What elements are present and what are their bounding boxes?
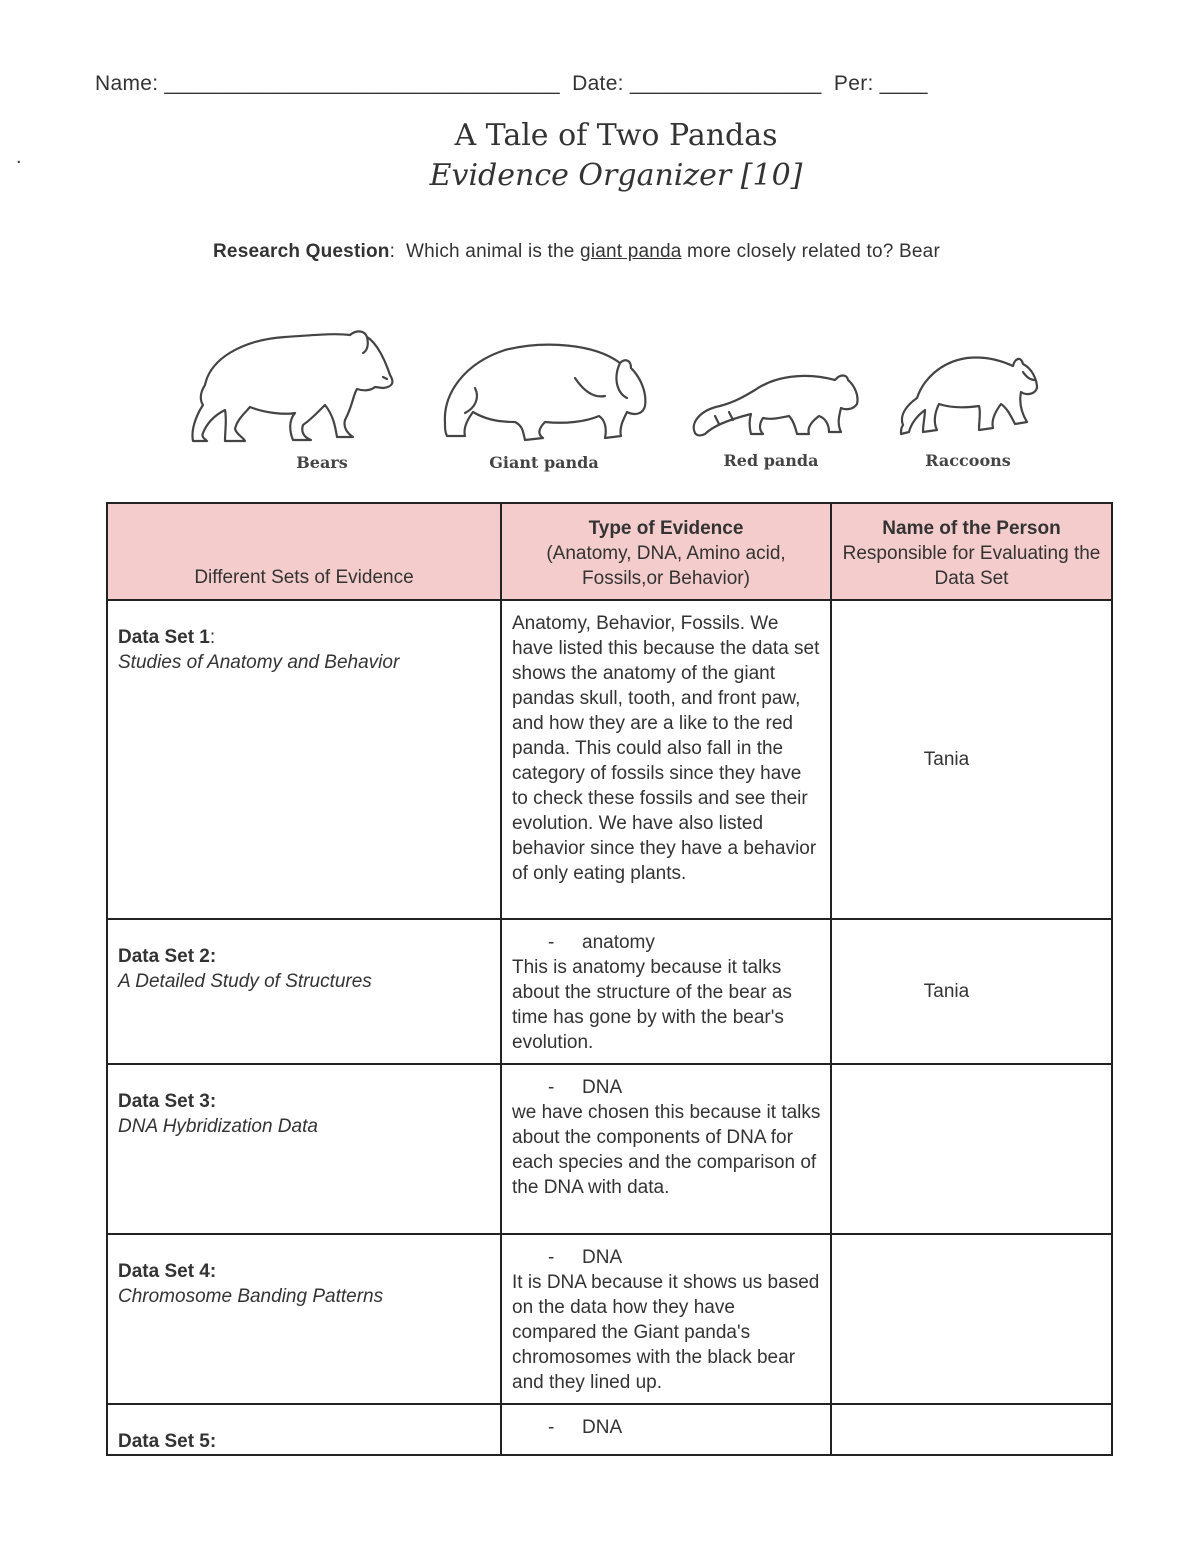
raccoons-label: Raccoons (925, 451, 1011, 470)
person-name: Tania (923, 980, 970, 1002)
giant-panda-illustration (435, 338, 650, 448)
data-set-title-text: Data Set 1 (118, 627, 210, 648)
bullet-text: DNA (582, 1077, 623, 1098)
evidence-type-cell[interactable] (501, 1404, 831, 1455)
evidence-type-cell[interactable] (501, 919, 831, 1064)
data-set-description: A Detailed Study of Structures (118, 971, 372, 992)
person-cell[interactable] (831, 1404, 1112, 1455)
header-type-of-evidence (501, 503, 831, 600)
person-cell[interactable] (831, 600, 1112, 919)
stray-mark: . (16, 146, 22, 168)
evidence-bullet (512, 1245, 822, 1270)
header-different-sets (107, 503, 501, 600)
data-set-title: Data Set 5: (118, 1431, 217, 1452)
evidence-text: This is anatomy because it talks about the structure of the bear as time has gone by with the bear's evolution. (512, 957, 792, 1053)
person-name: Tania (923, 748, 970, 770)
red-panda-illustration (685, 368, 865, 448)
person-cell[interactable] (831, 1234, 1112, 1404)
data-set-cell (107, 600, 501, 919)
page-title: A Tale of Two Pandas (454, 118, 778, 153)
data-set-title: Data Set 3: (118, 1091, 217, 1112)
date-label: Date: (572, 72, 624, 95)
evidence-type-cell[interactable] (501, 1064, 831, 1234)
research-question-colon: : (389, 241, 396, 262)
bullet-dash: - (548, 932, 555, 953)
period-field[interactable]: ____ (879, 72, 928, 95)
evidence-bullet (512, 930, 822, 955)
bullet-dash: - (548, 1247, 555, 1268)
evidence-type-cell[interactable] (501, 600, 831, 919)
name-label: Name: (95, 72, 159, 95)
data-set-title-suffix: : (209, 627, 216, 648)
data-set-title (118, 625, 490, 650)
table-row (107, 1064, 1112, 1234)
person-cell[interactable] (831, 1064, 1112, 1234)
evidence-type-cell[interactable] (501, 1234, 831, 1404)
data-set-description: Studies of Anatomy and Behavior (118, 652, 400, 673)
table-row (107, 1234, 1112, 1404)
person-cell[interactable] (831, 919, 1112, 1064)
data-set-cell (107, 1064, 501, 1234)
header-person-title: Name of the Person (882, 518, 1061, 539)
data-set-cell (107, 919, 501, 1064)
evidence-text: Anatomy, Behavior, Fossils. We have listed this because the data set shows the anatomy of the giant pandas skull, tooth, and front paw, and how they are a like to the red panda. This could also fall in the category of fossils since they have to check these fossils and see their evolution. We have also listed behavior since they have a behavior of only eating plants. (512, 613, 820, 884)
bullet-dash: - (548, 1417, 555, 1438)
header-type-title: Type of Evidence (588, 518, 744, 539)
name-field[interactable]: _________________________________ (164, 72, 560, 95)
date-field[interactable]: ________________ (629, 72, 822, 95)
table-row (107, 1404, 1112, 1455)
data-set-title: Data Set 2: (118, 946, 217, 967)
bullet-dash: - (548, 1077, 555, 1098)
data-set-description: DNA Hybridization Data (118, 1116, 318, 1137)
table-row (107, 600, 1112, 919)
bullet-text: DNA (582, 1417, 623, 1438)
research-question-text-after: more closely related to? Bear (687, 241, 940, 262)
header-different-sets-text: Different Sets of Evidence (194, 567, 414, 588)
data-set-title: Data Set 4: (118, 1261, 217, 1282)
bears-label: Bears (296, 453, 348, 472)
bullet-text: anatomy (582, 932, 655, 953)
data-set-cell (107, 1404, 501, 1455)
page-subtitle: Evidence Organizer [10] (429, 158, 803, 193)
evidence-bullet (512, 1415, 822, 1440)
bear-illustration (185, 325, 400, 450)
red-panda-label: Red panda (723, 451, 819, 470)
evidence-bullet (512, 1075, 822, 1100)
data-set-description: Chromosome Banding Patterns (118, 1286, 384, 1307)
evidence-text: It is DNA because it shows us based on the data how they have compared the Giant panda's chromosomes with the black bear and they lined up. (512, 1272, 820, 1393)
giant-panda-label: Giant panda (489, 453, 599, 472)
research-question-underlined: giant panda (580, 241, 682, 262)
table-row (107, 919, 1112, 1064)
table-header-row (107, 503, 1112, 600)
bullet-text: DNA (582, 1247, 623, 1268)
evidence-table (106, 502, 1113, 1456)
period-label: Per: (833, 72, 874, 95)
header-type-sub: (Anatomy, DNA, Amino acid, Fossils,or Behavior) (546, 543, 786, 589)
research-question-label: Research Question (213, 241, 390, 262)
data-set-cell (107, 1234, 501, 1404)
raccoon-illustration (895, 350, 1045, 445)
header-person-responsible (831, 503, 1112, 600)
student-info-line (95, 72, 1055, 96)
evidence-text: we have chosen this because it talks about the components of DNA for each species and the comparison of the DNA with data. (512, 1102, 821, 1198)
research-question (213, 241, 940, 263)
research-question-text-before: Which animal is the (406, 241, 575, 262)
header-person-sub: Responsible for Evaluating the Data Set (842, 543, 1101, 589)
